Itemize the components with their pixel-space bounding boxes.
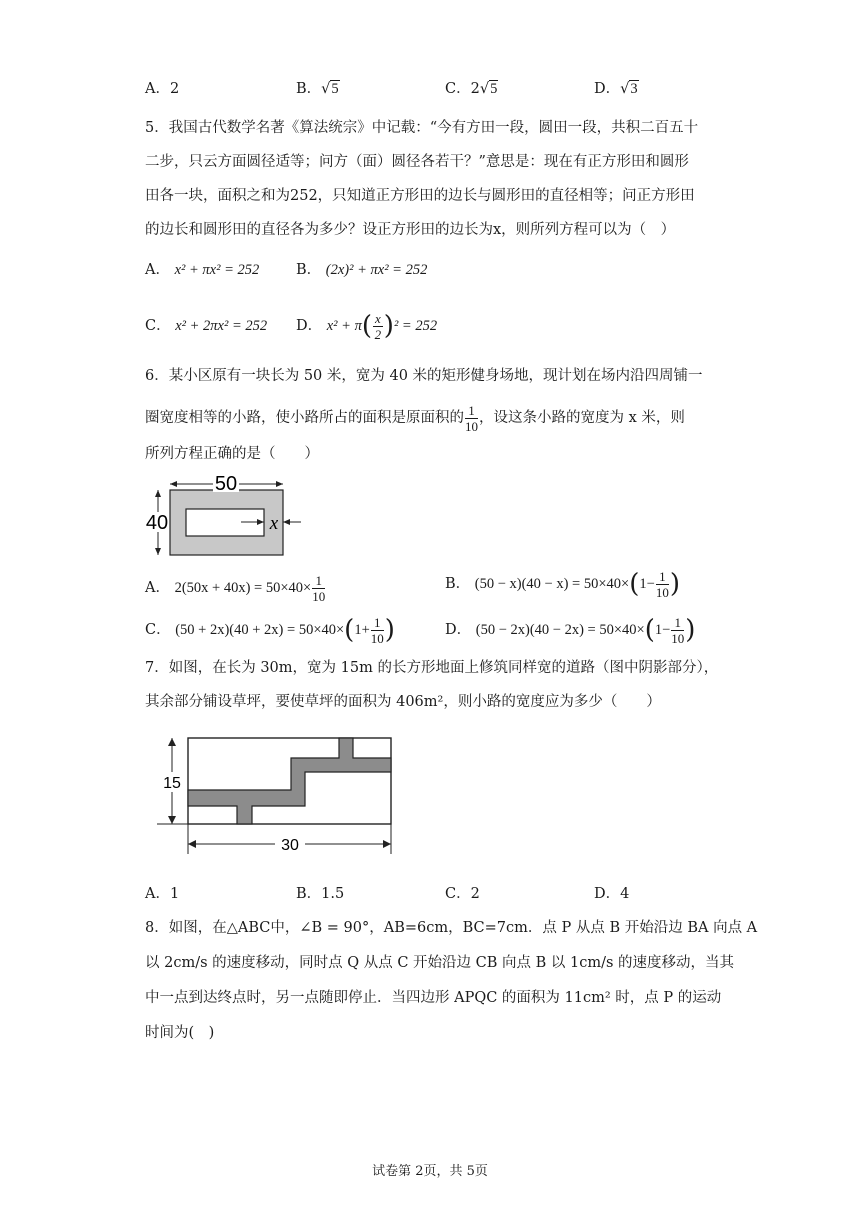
q5-option-c: C． x² + 2πx² = 252 xyxy=(145,318,268,334)
q6-option-b: B． (50 − x)(40 − x) = 50×40×(1− $\frac{1}{10}$ ) xyxy=(445,568,680,600)
q4-option-b: B．√5 xyxy=(296,81,339,97)
q6-line-1: 6．某小区原有一块长为 50 米，宽为 40 米的矩形健身场地，现计划在场内沿四周铺一 xyxy=(145,368,703,384)
q4-option-c: C．2√5 xyxy=(445,81,498,97)
q6-line-2: 圈宽度相等的小路，使小路所占的面积是原面积的 $\frac{1}{10}$ ，设这条小路的宽度为 x 米，则 xyxy=(145,402,685,434)
q7-option-c: C．2 xyxy=(445,886,480,902)
q5-option-a: A． x² + πx² = 252 xyxy=(145,262,260,278)
page-footer: 试卷第 2页，共 5页 xyxy=(372,1164,488,1179)
q8-line-1: 8．如图，在△ABC中，∠B = 90°，AB=6cm，BC=7cm．点 P 从点 B 开始沿边 BA 向点 A xyxy=(145,920,758,936)
q5-line-4: 的边长和圆形田的直径各为多少？设正方形田的边长为x，则所列方程可以为（ ） xyxy=(145,222,676,238)
height-label: 40 xyxy=(145,512,169,534)
q6-option-c: C． (50 + 2x)(40 + 2x) = 50×40×(1+ $\frac{1}{10}$ ) xyxy=(145,614,395,646)
q6-option-d: D． (50 − 2x)(40 − 2x) = 50×40×(1− $\frac{1}{10}$ ) xyxy=(445,614,696,646)
q7-option-b: B．1.5 xyxy=(296,886,345,902)
q8-line-2: 以 2cm/s 的速度移动，同时点 Q 从点 C 开始沿边 CB 向点 B 以 1cm/s 的速度移动，当其 xyxy=(145,955,735,971)
q5-line-2: 二步，只云方面圆径适等；问方（面）圆径各若干？”意思是：现在有正方形田和圆形 xyxy=(145,154,689,170)
q7-line-2: 其余部分铺设草坪，要使草坪的面积为 406m²，则小路的宽度应为多少（ ） xyxy=(145,694,661,710)
q7-option-a: A．1 xyxy=(145,886,180,902)
width-label: 30 xyxy=(281,837,299,854)
height-label: 15 xyxy=(163,775,181,792)
q7-figure xyxy=(155,730,400,860)
q8-line-3: 中一点到达终点时，另一点随即停止．当四边形 APQC 的面积为 11cm² 时，点 P 的运动 xyxy=(145,990,722,1006)
road-width-label: x xyxy=(269,513,279,534)
q6-line-3: 所列方程正确的是（ ） xyxy=(145,446,319,462)
q6-figure xyxy=(143,472,313,560)
q5-option-b: B． (2x)² + πx² = 252 xyxy=(296,262,428,278)
q6-option-a: A． 2(50x + 40x) = 50×40× $\frac{1}{10}$ xyxy=(145,572,326,604)
q8-line-4: 时间为( ) xyxy=(145,1025,215,1041)
q4-option-a: A．2 xyxy=(145,81,180,97)
q7-line-1: 7．如图，在长为 30m，宽为 15m 的长方形地面上修筑同样宽的道路（图中阴影部分）， xyxy=(145,660,719,676)
q5-line-1: 5．我国古代数学名著《算法统宗》中记载：“今有方田一段，圆田一段，共积二百五十 xyxy=(145,120,699,136)
q5-line-3: 田各一块，面积之和为252，只知道正方形田的边长与圆形田的直径相等；问正方形田 xyxy=(145,188,695,204)
q7-option-d: D．4 xyxy=(594,886,630,902)
q5-option-d: D． x² + π( $\frac{x}{2}$ )² = 252 xyxy=(296,310,438,342)
outer-ground xyxy=(188,738,391,824)
q4-option-d: D．√3 xyxy=(594,81,638,97)
width-label: 50 xyxy=(214,473,238,495)
